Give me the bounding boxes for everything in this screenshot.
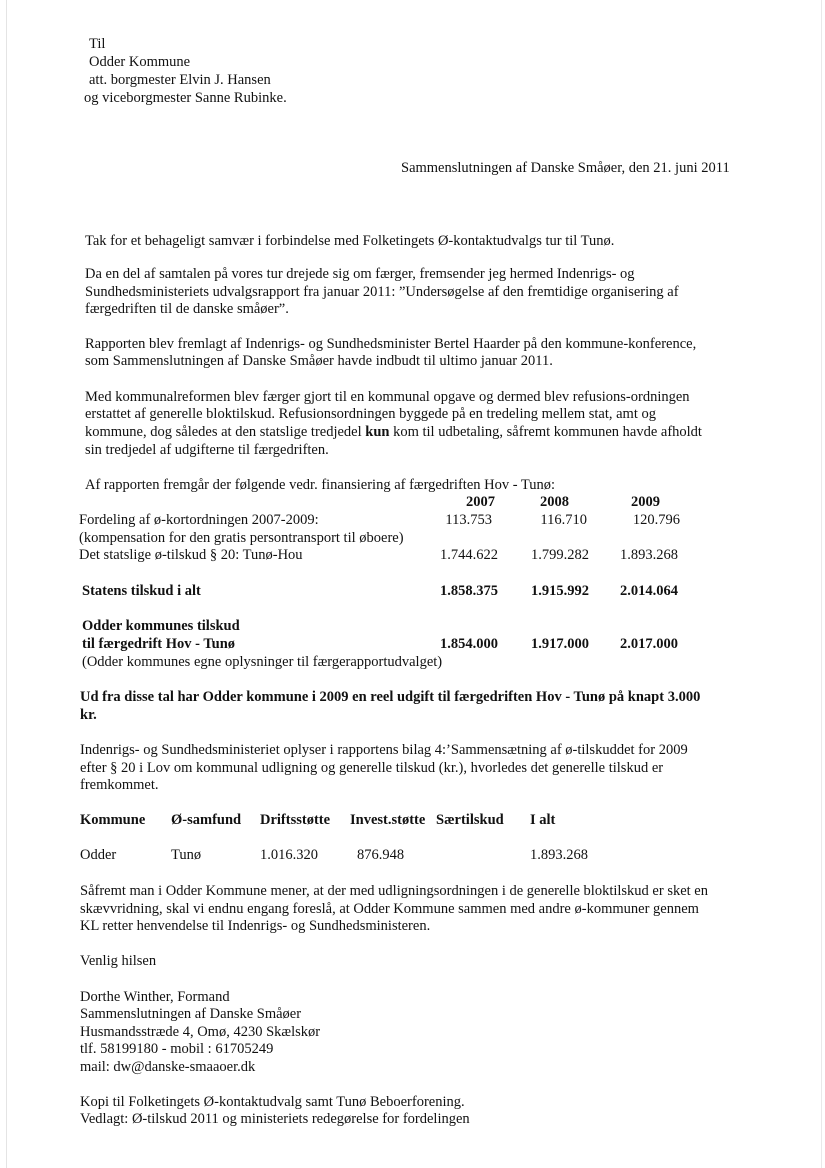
table-cell: 1.893.268	[530, 847, 588, 863]
cell-value: 1.893.268	[620, 547, 678, 563]
text-segment: kommune, dog således at den statslige tredjedel	[85, 424, 366, 440]
text-line: Sundhedsministeriets udvalgsrapport fra januar 2011: ”Undersøgelse af den fremtidige organisering af	[85, 284, 679, 300]
column-header: Ø-samfund	[171, 812, 242, 828]
odder-label: til færgedrift Hov - Tunø	[82, 636, 236, 652]
signature-line: tlf. 58199180 - mobil : 61705249	[80, 1041, 274, 1057]
column-header: Kommune	[80, 812, 146, 828]
footer-line: Vedlagt: Ø-tilskud 2011 og ministeriets redegørelse for fordelingen	[80, 1111, 470, 1127]
row-note: (kompensation for den gratis persontransport til øboere)	[79, 530, 404, 546]
scan-edge-right	[821, 0, 822, 1168]
text-line: Rapporten blev fremlagt af Indenrigs- og Sundhedsminister Bertel Haarder på den kommune-konference,	[85, 336, 697, 352]
text-line: Med kommunalreformen blev færger gjort til en kommunal opgave og dermed blev refusions-ordningen	[85, 389, 690, 405]
text-line: kr.	[80, 707, 97, 723]
odder-value: 1.917.000	[531, 636, 589, 652]
column-header: Særtilskud	[436, 812, 504, 828]
scan-edge-left	[6, 0, 7, 1168]
text-line: færgedriften til de danske småøer”.	[85, 301, 289, 317]
total-value: 2.014.064	[620, 583, 678, 599]
cell-value: 116.710	[540, 512, 587, 528]
table-cell: 876.948	[357, 847, 405, 863]
text-line: Ud fra disse tal har Odder kommune i 2009 en reel udgift til færgedriften Hov - Tunø på knapt 3.000	[80, 689, 701, 705]
year-header: 2007	[466, 494, 495, 510]
address-line: att. borgmester Elvin J. Hansen	[89, 72, 271, 88]
text-line: som Sammenslutningen af Danske Småøer havde indbudt til ultimo januar 2011.	[85, 353, 553, 369]
text-line: Da en del af samtalen på vores tur drejede sig om færger, fremsender jeg hermed Indenrigs- og	[85, 266, 635, 282]
text-line: KL retter henvendelse til Indenrigs- og Sundhedsministeren.	[80, 918, 431, 934]
row-label: Det statslige ø-tilskud § 20: Tunø-Hou	[79, 547, 303, 563]
address-line: Til	[89, 36, 106, 52]
closing: Venlig hilsen	[80, 953, 157, 969]
paragraph-thanks: Tak for et behageligt samvær i forbindelse med Folketingets Ø-kontaktudvalgs tur til Tunø.	[85, 233, 615, 249]
cell-value: 1.799.282	[531, 547, 589, 563]
odder-value: 1.854.000	[440, 636, 498, 652]
text-line: efter § 20 i Lov om kommunal udligning og generelle tilskud (kr.), hvorledes det generelle tilskud er	[80, 760, 664, 776]
cell-value: 1.744.622	[440, 547, 498, 563]
total-value: 1.858.375	[440, 583, 498, 599]
text-segment: kom til udbetaling, såfremt kommunen havde afholdt	[389, 424, 702, 440]
text-line: Indenrigs- og Sundhedsministeriet oplyser i rapportens bilag 4:’Sammensætning af ø-tilskuddet for 2009	[80, 742, 688, 758]
table-cell: 1.016.320	[260, 847, 318, 863]
emphasis: kun	[365, 424, 390, 440]
text-line	[85, 424, 702, 441]
text-line: erstattet af generelle bloktilskud. Refusionsordningen byggede på en tredeling mellem stat, amt og	[85, 406, 656, 422]
text-line: sin tredjedel af udgifterne til færgedriften.	[85, 442, 329, 458]
odder-note: (Odder kommunes egne oplysninger til færgerapportudvalget)	[82, 654, 443, 670]
row-label: Fordeling af ø-kortordningen 2007-2009:	[79, 512, 319, 528]
table-cell: Tunø	[171, 847, 202, 863]
address-line: Odder Kommune	[89, 54, 191, 70]
text-line: skævvridning, skal vi endnu engang foreslå, at Odder Kommune sammen med andre ø-kommuner gennem	[80, 901, 699, 917]
cell-value: 120.796	[632, 512, 680, 528]
footer-line: Kopi til Folketingets Ø-kontaktudvalg samt Tunø Beboerforening.	[80, 1094, 465, 1110]
signature-email: mail: dw@danske-smaaoer.dk	[80, 1059, 256, 1075]
cell-value: 113.753	[445, 512, 492, 528]
dateline: Sammenslutningen af Danske Småøer, den 21. juni 2011	[401, 160, 730, 176]
finance-intro: Af rapporten fremgår der følgende vedr. finansiering af færgedriften Hov - Tunø:	[85, 477, 556, 493]
signature-line: Dorthe Winther, Formand	[80, 989, 230, 1005]
signature-line: Husmandsstræde 4, Omø, 4230 Skælskør	[80, 1024, 321, 1040]
year-header: 2008	[540, 494, 569, 510]
odder-value: 2.017.000	[620, 636, 678, 652]
text-line: fremkommet.	[80, 777, 159, 793]
text-line: Såfremt man i Odder Kommune mener, at der med udligningsordningen i de generelle bloktilskud er sket en	[80, 883, 708, 899]
total-value: 1.915.992	[531, 583, 589, 599]
total-label: Statens tilskud i alt	[82, 583, 201, 599]
table-cell: Odder	[80, 847, 117, 863]
year-header: 2009	[631, 494, 660, 510]
signature-line: Sammenslutningen af Danske Småøer	[80, 1006, 302, 1022]
address-line: og viceborgmester Sanne Rubinke.	[84, 90, 287, 106]
column-header: I alt	[530, 812, 556, 828]
odder-label: Odder kommunes tilskud	[82, 618, 240, 634]
column-header: Driftsstøtte	[260, 812, 331, 828]
column-header: Invest.støtte	[350, 812, 426, 828]
